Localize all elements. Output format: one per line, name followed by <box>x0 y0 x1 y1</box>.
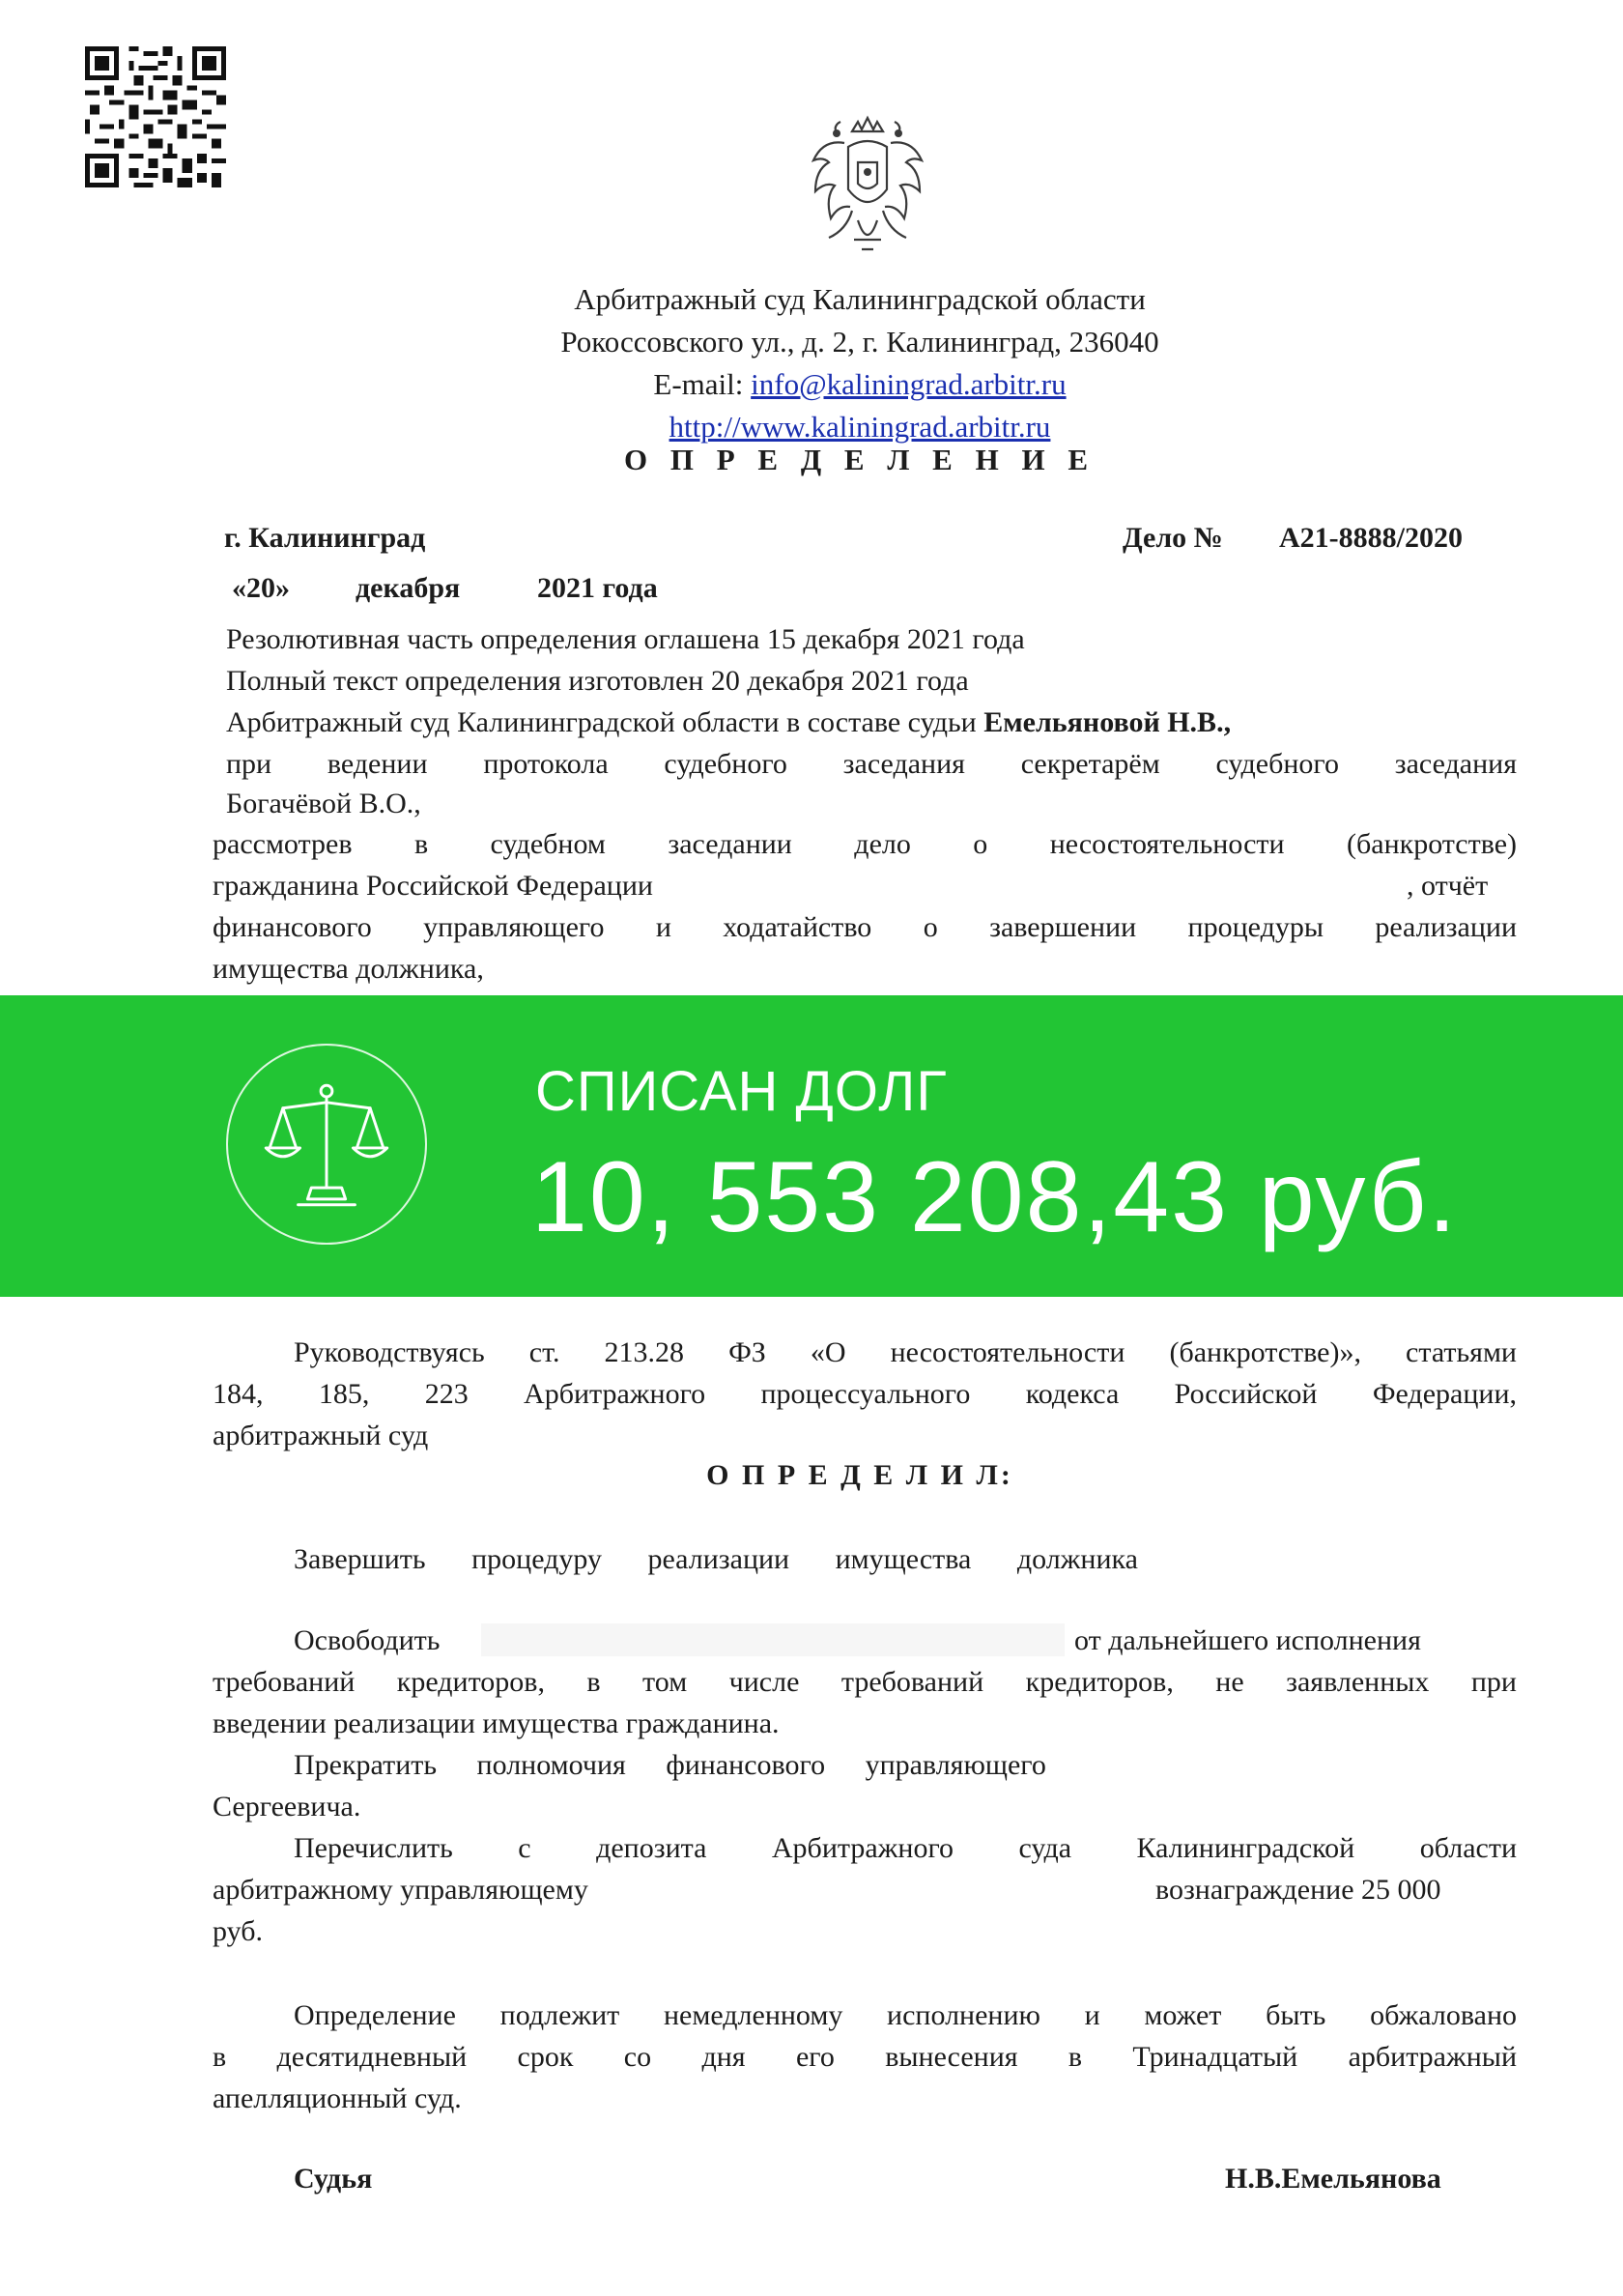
court-name: Арбитражный суд Калининградской области <box>574 282 1146 316</box>
city: г. Калининград <box>224 522 426 554</box>
intro-line-6: рассмотрев в судебном заседании дело о несостоятельности (банкротстве) <box>213 828 1517 860</box>
signature-name: Н.В.Емельянова <box>1225 2163 1441 2195</box>
body-p1-line-2: 184, 185, 223 Арбитражного процессуального кодекса Российской Федерации, <box>213 1378 1517 1410</box>
date-day: «20» <box>232 572 290 604</box>
court-header <box>290 278 1430 448</box>
email-link[interactable]: info@kaliningrad.arbitr.ru <box>751 367 1067 401</box>
intro-line-2: Полный текст определения изготовлен 20 декабря 2021 года <box>226 665 969 697</box>
intro-line-3: Арбитражный суд Калининградской области в составе судьи Емельяновой Н.В., <box>226 706 1232 738</box>
debt-written-off-banner <box>0 995 1623 1297</box>
email-label: E-mail: <box>653 367 752 401</box>
banner-amount: 10, 553 208,43 руб. <box>531 1141 1459 1253</box>
court-email-line <box>290 363 1430 406</box>
intro-line-9: имущества должника, <box>213 953 484 985</box>
date-month: декабря <box>356 572 461 604</box>
body-p3-line-3: введении реализации имущества гражданина. <box>213 1708 780 1739</box>
body-p5-line-3: руб. <box>213 1915 263 1947</box>
scales-icon <box>228 1046 425 1243</box>
decided-heading: О П Р Е Д Е Л И Л: <box>706 1459 1013 1491</box>
signature-role: Судья <box>294 2163 373 2195</box>
body-p5-a: арбитражному управляющему <box>213 1874 588 1906</box>
intro-line-8: финансового управляющего и ходатайство о завершении процедуры реализации <box>213 911 1517 943</box>
date-year: 2021 года <box>537 572 658 604</box>
body-p1-line-3: арбитражный суд <box>213 1420 429 1451</box>
intro-line-5: Богачёвой В.О., <box>226 788 421 819</box>
coat-of-arms-emblem <box>794 114 941 269</box>
body-p4-line-2: Сергеевича. <box>213 1791 361 1822</box>
body-p3-line-2: требований кредиторов, в том числе требований кредиторов, не заявленных при <box>213 1666 1517 1698</box>
document-title: О П Р Е Д Е Л Е Н И Е <box>623 443 1096 476</box>
case-number: А21-8888/2020 <box>1279 522 1463 554</box>
judge-name: Емельяновой Н.В., <box>983 706 1232 738</box>
intro-line-7a: гражданина Российской Федерации <box>213 870 653 902</box>
banner-label: СПИСАН ДОЛГ <box>535 1060 948 1123</box>
body-p4-line-1: Прекратить полномочия финансового управляющего <box>294 1749 1046 1781</box>
body-p5-b: вознаграждение 25 000 <box>1155 1874 1441 1906</box>
body-p3-b: от дальнейшего исполнения <box>1074 1624 1421 1656</box>
body-p6-line-1: Определение подлежит немедленному исполнению и может быть обжаловано <box>294 1999 1517 2031</box>
case-label: Дело № <box>1123 522 1223 554</box>
body-p5-line-1: Перечислить с депозита Арбитражного суда Калининградской области <box>294 1832 1517 1864</box>
body-p3-a: Освободить <box>294 1624 441 1656</box>
intro-line-1: Резолютивная часть определения оглашена 15 декабря 2021 года <box>226 623 1025 655</box>
body-p2: Завершить процедуру реализации имущества должника <box>294 1543 1138 1575</box>
redacted-name <box>481 1623 1065 1656</box>
website-link[interactable]: http://www.kaliningrad.arbitr.ru <box>669 410 1051 444</box>
body-p6-line-2: в десятидневный срок со дня его вынесения в Тринадцатый арбитражный <box>213 2041 1517 2073</box>
body-p6-line-3: апелляционный суд. <box>213 2082 462 2114</box>
qr-code <box>85 46 226 187</box>
court-address: Рокоссовского ул., д. 2, г. Калининград, 236040 <box>560 325 1159 359</box>
scales-icon-circle <box>226 1044 427 1245</box>
body-p1-line-1: Руководствуясь ст. 213.28 ФЗ «О несостоятельности (банкротстве)», статьями <box>294 1336 1517 1368</box>
intro-line-4: при ведении протокола судебного заседания секретарём судебного заседания <box>226 748 1517 780</box>
intro-line-7b: , отчёт <box>1407 870 1489 902</box>
